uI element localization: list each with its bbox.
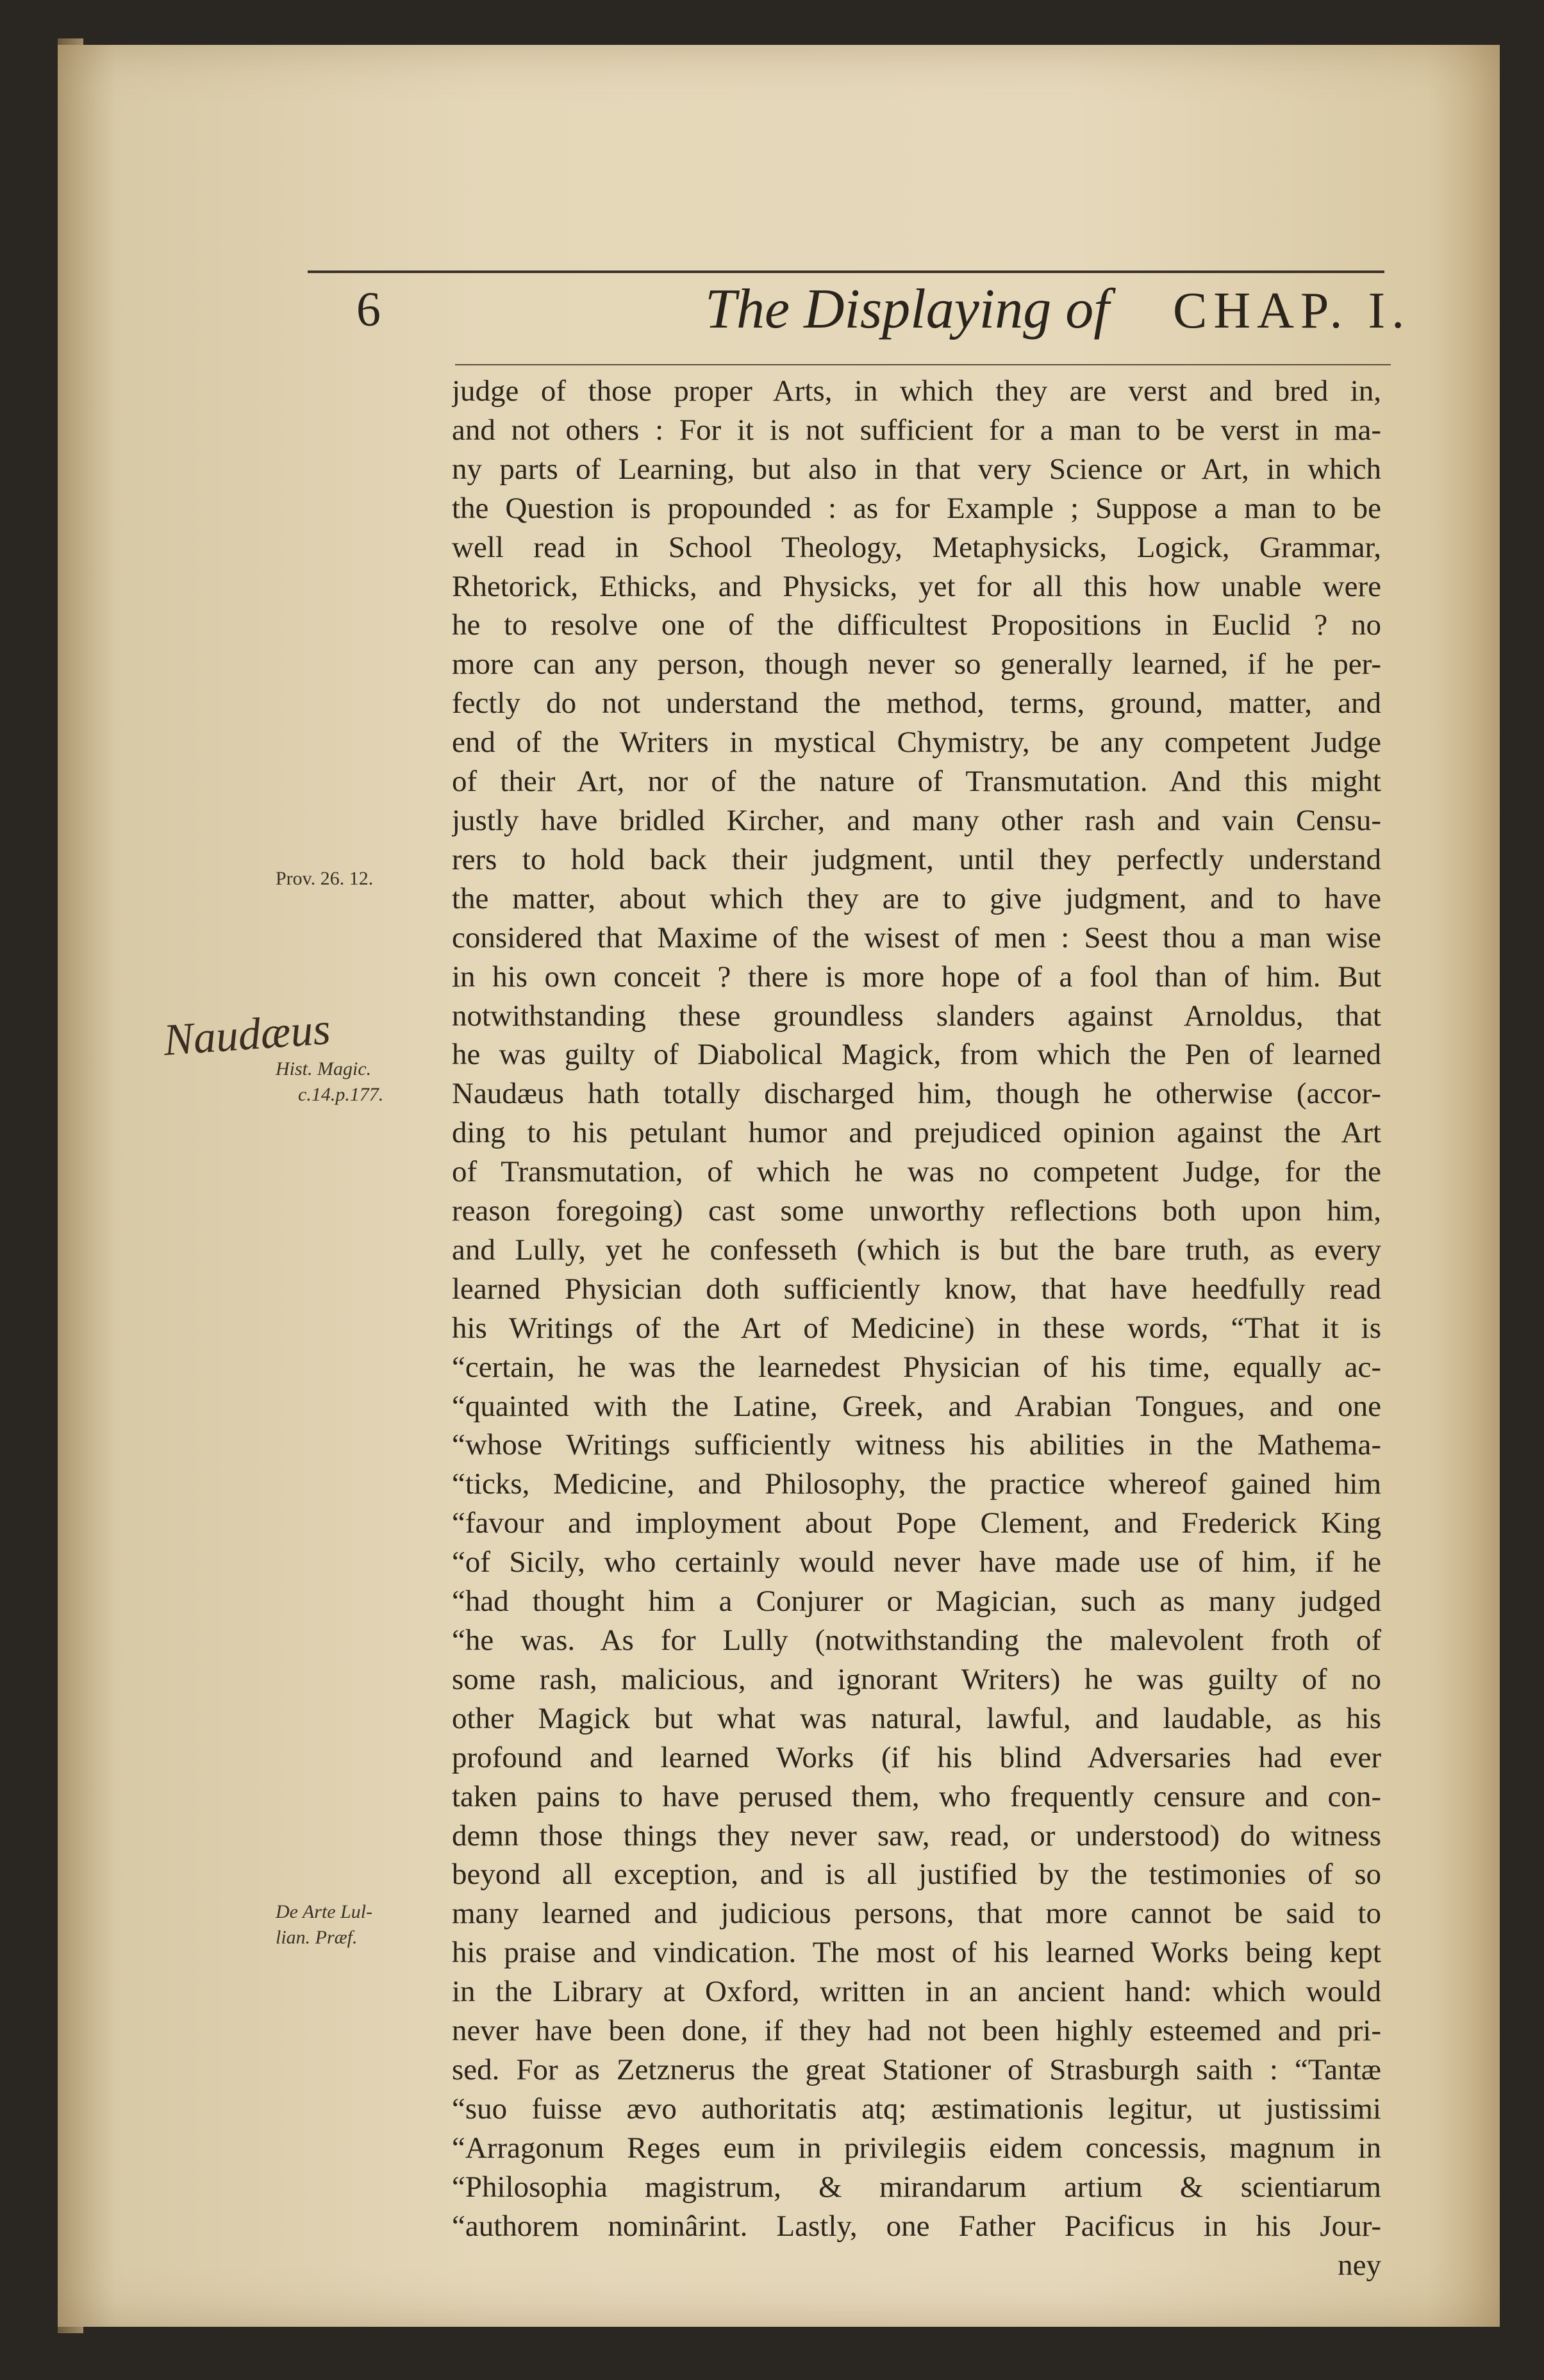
text-line: “whose Writings sufficiently witness his abilities in the Mathema- bbox=[452, 1428, 1381, 1462]
text-line: in the Library at Oxford, written in an ancient hand: which would bbox=[452, 1975, 1381, 2009]
text-line: fectly do not understand the method, terms, ground, matter, and bbox=[452, 687, 1381, 720]
text-line: justly have bridled Kircher, and many other rash and vain Censu- bbox=[452, 803, 1381, 837]
text-line: and Lully, yet he confesseth (which is but the bare truth, as every bbox=[452, 1233, 1381, 1267]
margin-note-de-arte-1: De Arte Lul- bbox=[276, 1901, 373, 1922]
text-line: and not others : For it is not sufficient for a man to be verst in ma- bbox=[452, 413, 1381, 447]
margin-note-hist-magic-2: c.14.p.177. bbox=[298, 1084, 384, 1105]
text-line: notwithstanding these groundless slanders against Arnoldus, that bbox=[452, 999, 1381, 1033]
text-line: Rhetorick, Ethicks, and Physicks, yet for all this how unable were bbox=[452, 569, 1381, 603]
text-line: of Transmutation, of which he was no competent Judge, for the bbox=[452, 1155, 1381, 1189]
text-line: he was guilty of Diabolical Magick, from which the Pen of learned bbox=[452, 1038, 1381, 1072]
text-line: some rash, malicious, and ignorant Writers) he was guilty of no bbox=[452, 1662, 1381, 1696]
text-line: end of the Writers in mystical Chymistry, be any competent Judge bbox=[452, 726, 1381, 760]
text-line: demn those things they never saw, read, or understood) do witness bbox=[452, 1818, 1381, 1852]
text-line: “had thought him a Conjurer or Magician, such as many judged bbox=[452, 1585, 1381, 1619]
text-line: “Arragonum Reges eum in privilegiis eidem concessis, magnum in bbox=[452, 2131, 1381, 2165]
text-line: “ticks, Medicine, and Philosophy, the practice whereof gained him bbox=[452, 1467, 1381, 1501]
text-line: judge of those proper Arts, in which they are verst and bred in, bbox=[452, 374, 1381, 408]
text-line: rers to hold back their judgment, until they perfectly understand bbox=[452, 842, 1381, 876]
handwritten-annotation: Naudæus bbox=[162, 1004, 332, 1065]
text-line: reason foregoing) cast some unworthy reflections both upon him, bbox=[452, 1194, 1381, 1228]
margin-note-de-arte-2: lian. Præf. bbox=[276, 1927, 358, 1948]
running-title: The Displaying of bbox=[705, 278, 1109, 340]
text-line: other Magick but what was natural, lawful, and laudable, as his bbox=[452, 1701, 1381, 1735]
text-line: considered that Maxime of the wisest of men : Seest thou a man wise bbox=[452, 920, 1381, 954]
text-line: Naudæus hath totally discharged him, though he otherwise (accor- bbox=[452, 1077, 1381, 1111]
text-line: he to resolve one of the difficultest Propositions in Euclid ? no bbox=[452, 608, 1381, 642]
header-rule bbox=[308, 270, 1384, 273]
text-line: the Question is propounded : as for Example ; Suppose a man to be bbox=[452, 491, 1381, 525]
text-line: “certain, he was the learnedest Physician of his time, equally ac- bbox=[452, 1350, 1381, 1384]
text-line: the matter, about which they are to give judgment, and to have bbox=[452, 881, 1381, 915]
text-line: more can any person, though never so generally learned, if he per- bbox=[452, 647, 1381, 681]
text-line: “of Sicily, who certainly would never have made use of him, if he bbox=[452, 1545, 1381, 1579]
body-text bbox=[452, 372, 1381, 2284]
text-line: “Philosophia magistrum, & mirandarum artium & scientiarum bbox=[452, 2170, 1381, 2204]
text-line: learned Physician doth sufficiently know, that have heedfully read bbox=[452, 1272, 1381, 1306]
text-line: ny parts of Learning, but also in that very Science or Art, in which bbox=[452, 452, 1381, 486]
text-line: “quainted with the Latine, Greek, and Arabian Tongues, and one bbox=[452, 1389, 1381, 1423]
text-line: taken pains to have perused them, who frequently censure and con- bbox=[452, 1779, 1381, 1813]
text-line: never have been done, if they had not been highly esteemed and pri- bbox=[452, 2014, 1381, 2048]
text-line: profound and learned Works (if his blind Adversaries had ever bbox=[452, 1740, 1381, 1774]
text-line: his Writings of the Art of Medicine) in these words, “That it is bbox=[452, 1311, 1381, 1345]
page-number: 6 bbox=[356, 283, 381, 337]
text-line: many learned and judicious persons, that more cannot be said to bbox=[452, 1897, 1381, 1931]
text-line: beyond all exception, and is all justified by the testimonies of so bbox=[452, 1858, 1381, 1892]
margin-note-hist-magic-1: Hist. Magic. bbox=[276, 1058, 372, 1079]
text-line: “favour and imployment about Pope Clement, and Frederick King bbox=[452, 1506, 1381, 1540]
text-line: sed. For as Zetznerus the great Stationer of Strasburgh saith : “Tantæ bbox=[452, 2052, 1381, 2086]
chapter-label: CHAP. I. bbox=[1173, 283, 1411, 339]
margin-note-prov: Prov. 26. 12. bbox=[276, 868, 374, 889]
header-rule-thin bbox=[455, 364, 1391, 365]
catchword: ney bbox=[1338, 2248, 1381, 2282]
text-line: “suo fuisse ævo authoritatis atq; æstimationis legitur, ut justissimi bbox=[452, 2092, 1381, 2126]
text-line: “authorem nominârint. Lastly, one Father Pacificus in his Jour- bbox=[452, 2209, 1381, 2243]
text-line: in his own conceit ? there is more hope of a fool than of him. But bbox=[452, 960, 1381, 994]
text-line: ding to his petulant humor and prejudiced opinion against the Art bbox=[452, 1116, 1381, 1150]
text-line: his praise and vindication. The most of his learned Works being kept bbox=[452, 1936, 1381, 1970]
text-line: of their Art, nor of the nature of Transmutation. And this might bbox=[452, 765, 1381, 799]
text-line: “he was. As for Lully (notwithstanding the malevolent froth of bbox=[452, 1624, 1381, 1657]
text-line: well read in School Theology, Metaphysicks, Logick, Grammar, bbox=[452, 530, 1381, 564]
